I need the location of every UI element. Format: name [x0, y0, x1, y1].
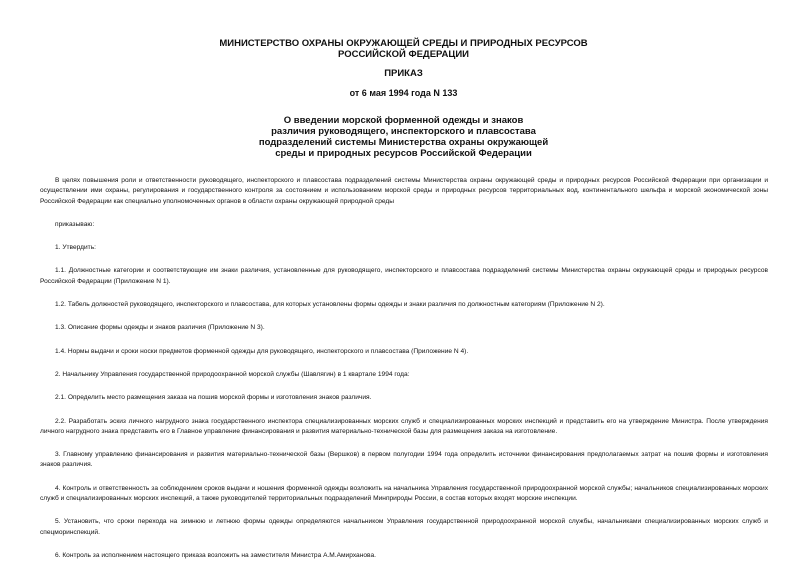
paragraph-2-1: 2.1. Определить место размещения заказа на пошив морской формы и изготовления знаков различия.	[55, 394, 372, 402]
ministry-line-2: РОССИЙСКОЙ ФЕДЕРАЦИИ	[337, 49, 469, 60]
paragraph-intro: В целях повышения роли и ответственности руководящего, инспекторского и плавсостава подразделений системы Министерства охраны окружающей среды и природных ресурсов Российской Федерации при организации и осуществлении ими охраны, регулирования и государственного контроля за состоянием и использованием морской среды и природных ресурсов территориальных вод, континентального шельфа и морской экономической зоны Российской Федерации как специально уполномоченных органов в области охраны окружающей природной среды	[40, 177, 768, 205]
paragraph-6: 6. Контроль за исполнением настоящего приказа возложить на заместителя Министра А.М.Амирханова.	[55, 551, 376, 559]
subject-line-2: различия руководящего, инспекторского и плавсостава	[271, 126, 536, 137]
paragraph-2: 2. Начальнику Управления государственной природоохранной морской службы (Шавлягин) в 1 квартале 1994 года:	[55, 370, 410, 378]
paragraph-1-2: 1.2. Табель должностей руководящего, инспекторского и плавсостава, для которых установлены формы одежды и знаки различия по должностным категориям (Приложение N 2).	[55, 301, 605, 309]
paragraph-1-3: 1.3. Описание формы одежды и знаков различия (Приложение N 3).	[55, 324, 265, 332]
paragraph-4: 4. Контроль и ответственность за соблюдением сроков выдачи и ношения форменной одежды возложить на начальника Управления государственной природоохранной морской службы; начальников специализированных морских служб и специализированных морских инспекций, а также руководителей территориальных подразделений Минприроды России, в состав которых входят морские инспекции.	[40, 484, 768, 503]
paragraph-order-word: приказываю:	[55, 220, 95, 228]
ministry-line-1: МИНИСТЕРСТВО ОХРАНЫ ОКРУЖАЮЩЕЙ СРЕДЫ И ПРИРОДНЫХ РЕСУРСОВ	[219, 38, 588, 49]
paragraph-5: 5. Установить, что сроки перехода на зимнюю и летнюю формы одежды определяются начальником Управления государственной природоохранной морской службы, начальниками специализированных морских служб и спецморинспекций.	[40, 518, 768, 536]
paragraph-3: 3. Главному управлению финансирования и развития материально-технической базы (Вершков) в первом полугодии 1994 года определить источники финансирования предполагаемых затрат на пошив формы и изготовления знаков различия.	[40, 451, 768, 469]
paragraph-1-4: 1.4. Нормы выдачи и сроки носки предметов форменной одежды для руководящего, инспекторского и плавсостава (Приложение N 4).	[55, 347, 469, 355]
order-body	[40, 176, 768, 561]
paragraph-1-1: 1.1. Должностные категории и соответствующие им знаки различия, установленные для руководящего, инспекторского и плавсостава подразделений системы Министерства охраны окружающей среды и природных ресурсов Российской Федерации (Приложение N 1).	[40, 267, 768, 285]
subject-line-1: О введении морской форменной одежды и знаков	[283, 115, 524, 126]
paragraph-2-2: 2.2. Разработать эскиз личного нагрудного знака государственного инспектора специализированных морских служб и специализированных морских инспекций и представить его на утверждение Министра. После утверждения личного нагрудного знака представить его в Главное управление финансирования и развития материально-технической базы для размещения заказа на изготовление.	[40, 417, 768, 435]
order-title: ПРИКАЗ	[384, 68, 423, 79]
order-date: от 6 мая 1994 года N 133	[349, 88, 458, 98]
ministry-title	[0, 38, 807, 60]
subject-line-3: подразделений системы Министерства охраны окружающей	[258, 137, 549, 148]
order-subject	[0, 115, 807, 159]
paragraph-1: 1. Утвердить:	[55, 244, 96, 252]
subject-line-4: среды и природных ресурсов Российской Федерации	[275, 148, 532, 159]
